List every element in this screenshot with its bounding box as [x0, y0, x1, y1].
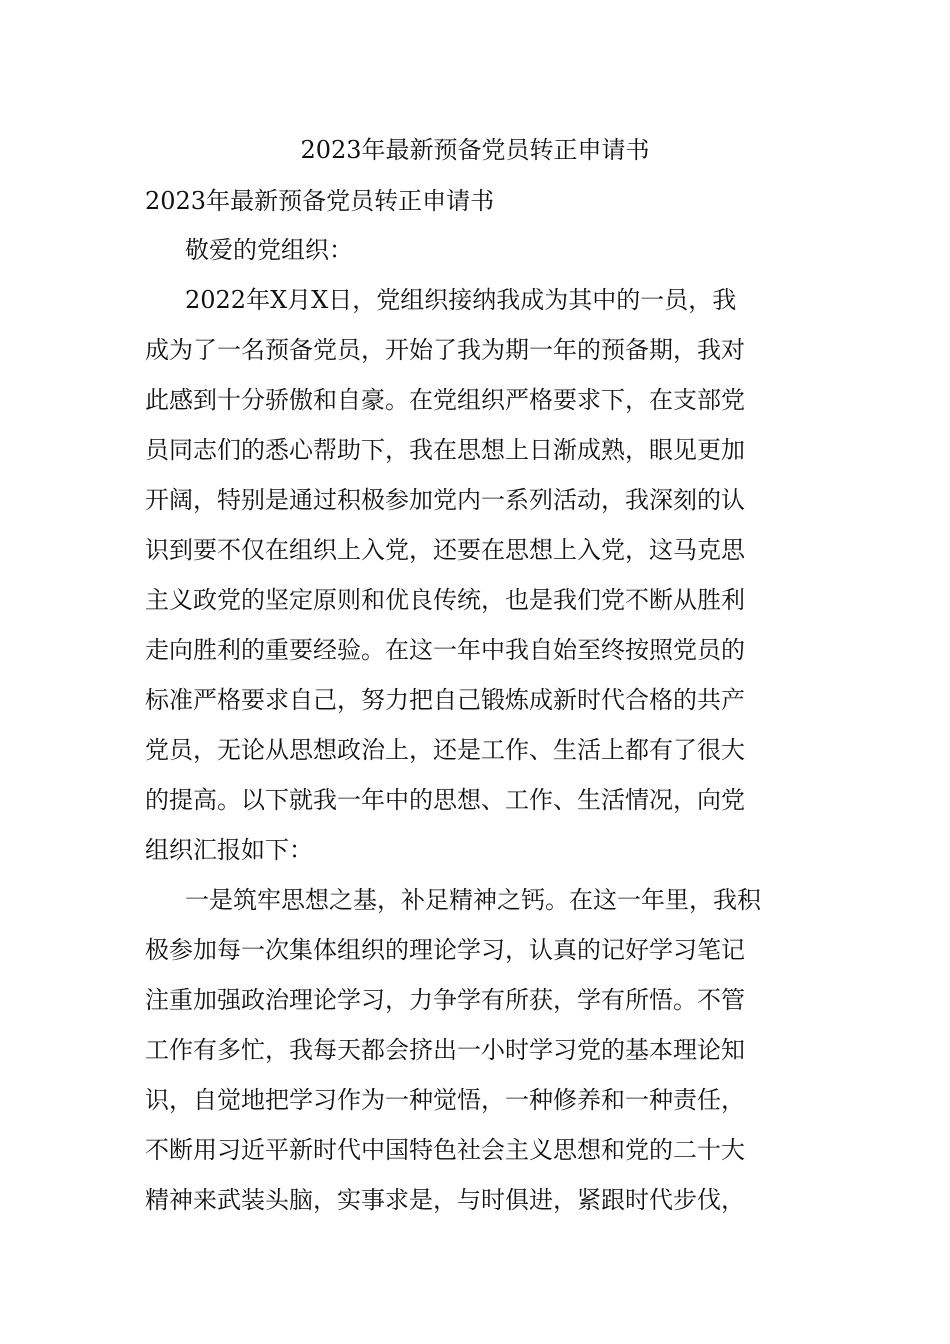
paragraph-line: 一是筑牢思想之基，补足精神之钙。在这一年里，我积	[185, 886, 761, 914]
document-subtitle: 2023年最新预备党员转正申请书	[145, 187, 495, 215]
document-title: 2023年最新预备党员转正申请书	[300, 136, 650, 164]
paragraph-line: 组织汇报如下：	[145, 836, 313, 864]
paragraph-line: 2022年X月X日，党组织接纳我成为其中的一员，我	[185, 286, 737, 314]
paragraph-line: 不断用习近平新时代中国特色社会主义思想和党的二十大	[145, 1136, 745, 1164]
paragraph-line: 注重加强政治理论学习，力争学有所获，学有所悟。不管	[145, 986, 745, 1014]
paragraph-line: 识到要不仅在组织上入党，还要在思想上入党，这马克思	[145, 536, 745, 564]
paragraph-line: 党员，无论从思想政治上，还是工作、生活上都有了很大	[145, 736, 745, 764]
paragraph-line: 识，自觉地把学习作为一种觉悟，一种修养和一种责任，	[145, 1086, 745, 1114]
paragraph-line: 标准严格要求自己，努力把自己锻炼成新时代合格的共产	[145, 686, 745, 714]
paragraph-line: 员同志们的悉心帮助下，我在思想上日渐成熟，眼见更加	[145, 436, 745, 464]
paragraph-line: 的提高。以下就我一年中的思想、工作、生活情况，向党	[145, 786, 745, 814]
paragraph-line: 成为了一名预备党员，开始了我为期一年的预备期，我对	[145, 336, 745, 364]
paragraph-line: 走向胜利的重要经验。在这一年中我自始至终按照党员的	[145, 636, 745, 664]
paragraph-line: 开阔，特别是通过积极参加党内一系列活动，我深刻的认	[145, 486, 745, 514]
paragraph-line: 精神来武装头脑，实事求是，与时俱进，紧跟时代步伐，	[145, 1186, 745, 1214]
paragraph-line: 工作有多忙，我每天都会挤出一小时学习党的基本理论知	[145, 1036, 745, 1064]
salutation: 敬爱的党组织：	[185, 236, 353, 264]
paragraph-line: 极参加每一次集体组织的理论学习，认真的记好学习笔记	[145, 936, 745, 964]
paragraph-line: 此感到十分骄傲和自豪。在党组织严格要求下，在支部党	[145, 386, 745, 414]
paragraph-line: 主义政党的坚定原则和优良传统，也是我们党不断从胜利	[145, 586, 745, 614]
